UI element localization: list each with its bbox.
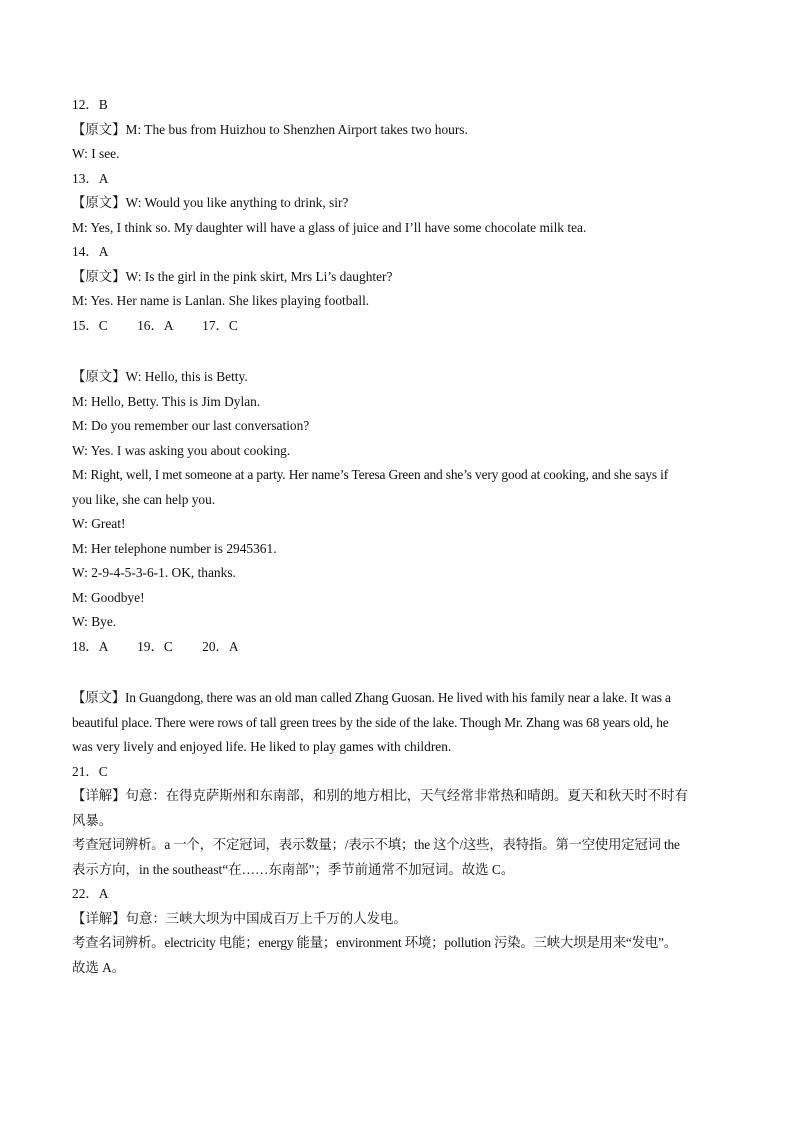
dialogue-line: 【原文】W: Hello, this is Betty. bbox=[72, 369, 248, 384]
dialogue-line: M: Right, well, I met someone at a party. Her name’s Teresa Green and she’s very good at cooking, and she says if bbox=[72, 467, 669, 482]
passage-line: beautiful place. There were rows of tall green trees by the side of the lake. Though Mr. Zhang was 68 years old, he bbox=[72, 714, 669, 730]
answer-20: 20．A bbox=[202, 638, 239, 654]
answer-16: 16．A bbox=[137, 317, 173, 333]
answer-13: 13．A bbox=[72, 170, 109, 186]
answer-15: 15．C bbox=[72, 317, 108, 333]
transcript-12-line-1: 【原文】M: The bus from Huizhou to Shenzhen Airport takes two hours. bbox=[72, 121, 468, 137]
passage-line: 【原文】In Guangdong, there was an old man called Zhang Guosan. He lived with his family near a lake. It was a bbox=[72, 690, 671, 705]
dialogue-line: M: Do you remember our last conversation? bbox=[72, 418, 310, 433]
answer-17: 17．C bbox=[202, 317, 238, 333]
transcript-14-line-1: 【原文】W: Is the girl in the pink skirt, Mrs Li’s daughter? bbox=[72, 268, 393, 284]
answer-21: 21．C bbox=[72, 763, 108, 779]
document-page bbox=[72, 93, 722, 980]
answer-12: 12．B bbox=[72, 97, 108, 112]
transcript-13-line-1: 【原文】W: Would you like anything to drink, sir? bbox=[72, 195, 349, 210]
dialogue-line: W: 2-9-4-5-3-6-1. OK, thanks. bbox=[72, 565, 236, 580]
detail-22-line: 考查名词辨析。electricity 电能；energy 能量；environment 环境；pollution 污染。三峡大坝是用来“发电”。 bbox=[72, 935, 677, 950]
dialogue-line: W: Yes. I was asking you about cooking. bbox=[72, 442, 291, 458]
detail-21-line: 【详解】句意：在得克萨斯州和东南部，和别的地方相比，天气经常非常热和晴朗。夏天和秋天时不时有 bbox=[72, 788, 688, 803]
dialogue-line: M: Goodbye! bbox=[72, 589, 145, 605]
spacer bbox=[72, 659, 722, 686]
transcript-13-line-2: M: Yes, I think so. My daughter will have a glass of juice and I’ll have some chocolate milk tea. bbox=[72, 219, 587, 235]
answer-19: 19．C bbox=[137, 638, 173, 654]
dialogue-line: M: Her telephone number is 2945361. bbox=[72, 540, 277, 556]
detail-21-line: 表示方向，in the southeast“在……东南部”；季节前通常不加冠词。故选 C。 bbox=[72, 861, 515, 877]
detail-21-line: 考查冠词辨析。a 一个，不定冠词，表示数量；/表示不填；the 这个/这些，表特指。第一空使用定冠词 the bbox=[72, 837, 680, 852]
spacer bbox=[72, 338, 722, 365]
answers-18-20 bbox=[72, 635, 722, 660]
dialogue-line: W: Great! bbox=[72, 516, 126, 531]
dialogue-line: M: Hello, Betty. This is Jim Dylan. bbox=[72, 393, 261, 409]
transcript-12-line-2: W: I see. bbox=[72, 146, 120, 161]
answers-15-17 bbox=[72, 314, 722, 339]
detail-22-line: 故选 A。 bbox=[72, 959, 126, 975]
answer-14: 14．A bbox=[72, 244, 109, 259]
detail-22-line: 【详解】句意：三峡大坝为中国成百万上千万的人发电。 bbox=[72, 910, 407, 926]
detail-21-line: 风暴。 bbox=[72, 812, 113, 828]
transcript-14-line-2: M: Yes. Her name is Lanlan. She likes playing football. bbox=[72, 293, 370, 308]
answer-18: 18．A bbox=[72, 638, 108, 654]
passage-line: was very lively and enjoyed life. He liked to play games with children. bbox=[72, 739, 452, 754]
dialogue-line: W: Bye. bbox=[72, 614, 117, 629]
answer-22: 22．A bbox=[72, 886, 109, 901]
dialogue-line: you like, she can help you. bbox=[72, 491, 216, 507]
